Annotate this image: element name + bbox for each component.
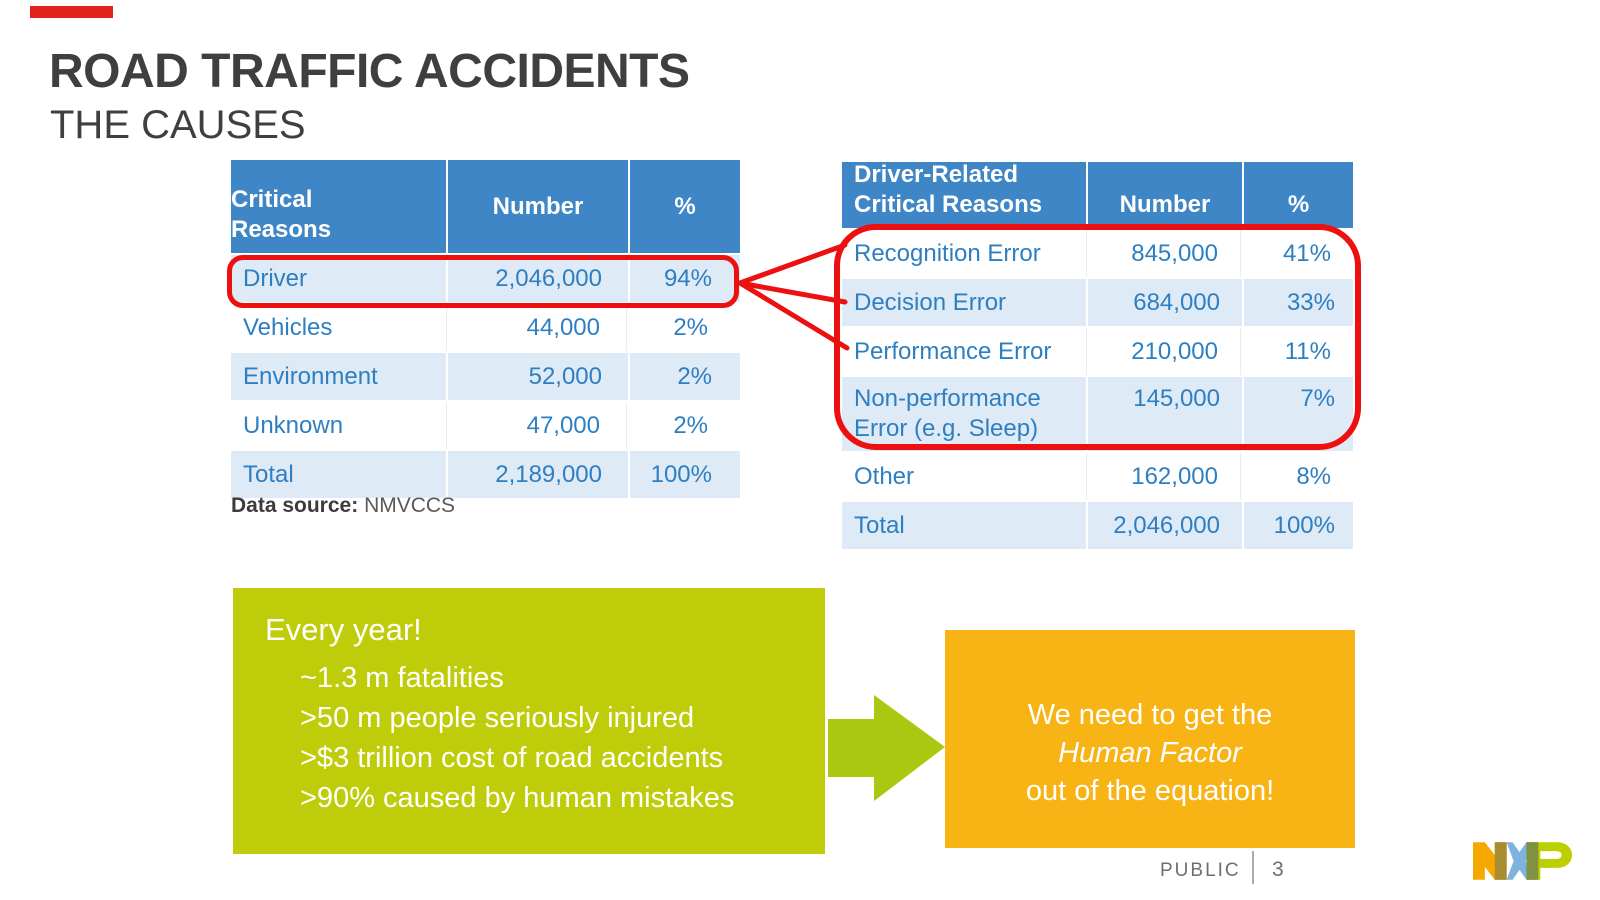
data-source-value: NMVCCS bbox=[364, 494, 456, 517]
list-item: >$3 trillion cost of road accidents bbox=[300, 742, 724, 774]
slide-subtitle: THE CAUSES bbox=[50, 103, 306, 147]
nxp-logo bbox=[1473, 842, 1572, 880]
every-year-box bbox=[233, 588, 825, 854]
data-source bbox=[231, 494, 455, 518]
footer-classification: PUBLIC bbox=[1160, 860, 1241, 881]
human-factor-box bbox=[945, 630, 1355, 848]
red-accent-bar bbox=[30, 6, 113, 18]
critical-reasons-table bbox=[231, 160, 740, 498]
orange-line-3: out of the equation! bbox=[1025, 775, 1275, 807]
orange-line-2: Human Factor bbox=[1058, 737, 1242, 769]
orange-line-1: We need to get the bbox=[1027, 699, 1273, 731]
table-row-total: Total 2,189,000 100% bbox=[231, 451, 740, 498]
arrow-right-icon bbox=[828, 695, 945, 801]
list-item: >50 m people seriously injured bbox=[300, 702, 695, 734]
footer-divider bbox=[1252, 851, 1254, 884]
header-percent: % bbox=[630, 160, 740, 253]
driver-related-table bbox=[842, 162, 1353, 549]
every-year-list bbox=[300, 658, 825, 818]
table-row-total: Total 2,046,000 100% bbox=[842, 502, 1353, 549]
red-connector-lines bbox=[735, 238, 850, 356]
header-percent: % bbox=[1244, 162, 1353, 228]
every-year-heading: Every year! bbox=[265, 612, 422, 647]
table-row-performance: Performance Error 210,000 11% bbox=[842, 328, 1353, 375]
header-number: Number bbox=[448, 160, 628, 253]
header-critical-reasons: Critical Reasons bbox=[231, 160, 446, 253]
table-row-nonperformance: Non-performance Error (e.g. Sleep) 145,000 7% bbox=[842, 377, 1353, 451]
table-header-row bbox=[231, 160, 740, 253]
table-row-recognition: Recognition Error 845,000 41% bbox=[842, 230, 1353, 277]
table-row-environment: Environment 52,000 2% bbox=[231, 353, 740, 400]
header-driver-related: Driver-Related Critical Reasons bbox=[842, 162, 1086, 228]
list-item: >90% caused by human mistakes bbox=[300, 782, 735, 814]
header-number: Number bbox=[1088, 162, 1242, 228]
data-source-label: Data source: bbox=[231, 494, 359, 517]
slide-title: ROAD TRAFFIC ACCIDENTS bbox=[49, 45, 690, 98]
table-row-other: Other 162,000 8% bbox=[842, 453, 1353, 500]
table-row-vehicles: Vehicles 44,000 2% bbox=[231, 304, 740, 351]
page-number: 3 bbox=[1272, 858, 1284, 881]
table-row-decision: Decision Error 684,000 33% bbox=[842, 279, 1353, 326]
list-item: ~1.3 m fatalities bbox=[300, 662, 504, 694]
table-header-row bbox=[842, 162, 1353, 228]
table-row-unknown: Unknown 47,000 2% bbox=[231, 402, 740, 449]
table-row-driver: Driver 2,046,000 94% bbox=[231, 255, 740, 302]
